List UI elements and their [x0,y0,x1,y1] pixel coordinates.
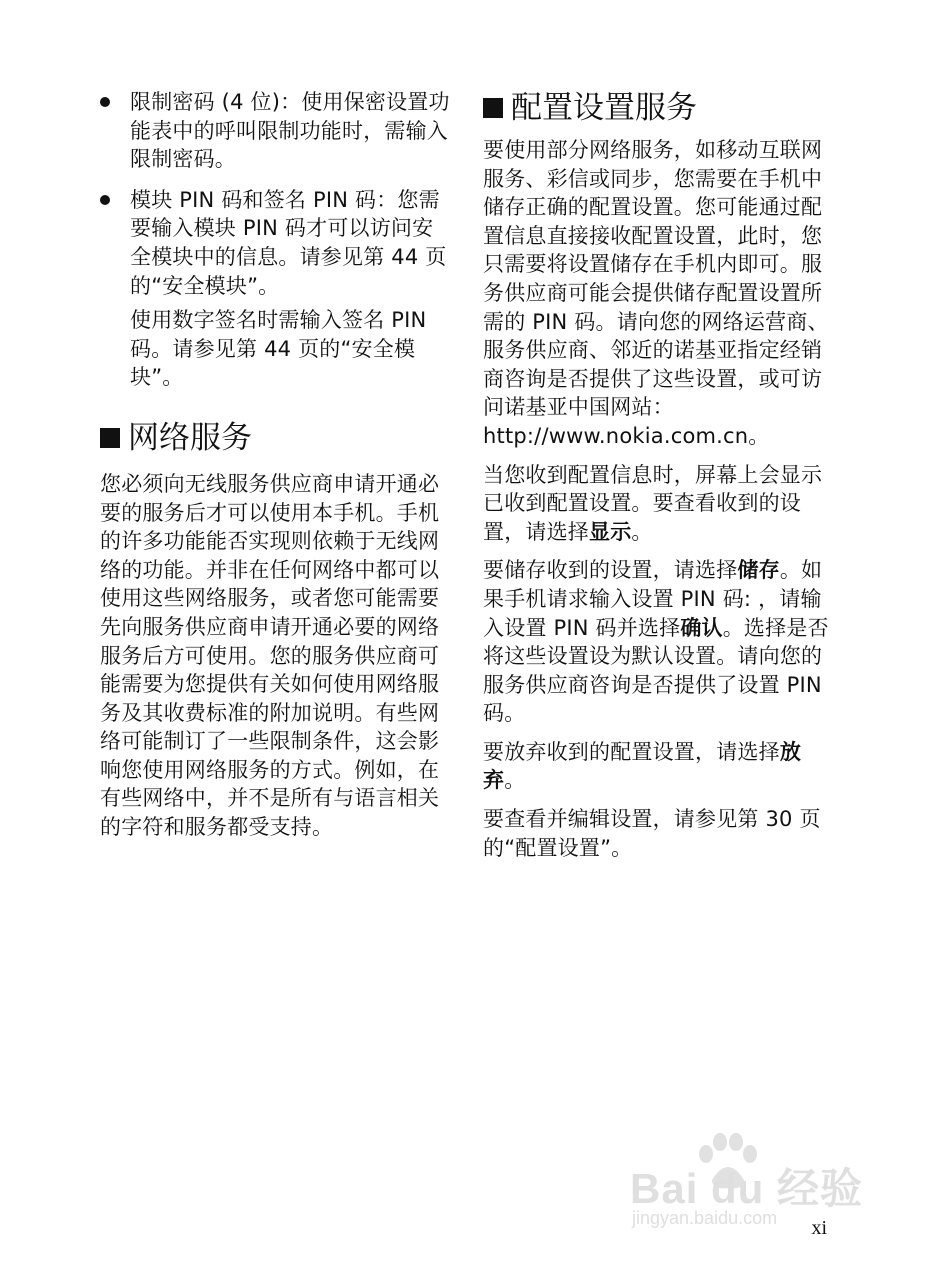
text-run: 。如果手机请求 [483,558,823,611]
section-body: 您必须向无线服务供应商申请开通必要的服务后才可以使用本手机。手机的许多功能能否实现则依赖于无线网络的功能。并非在任何网络中都可以使用这些网络服务，或者您可能需要先向服务供应商申请开通必要的网络服务后方可使用。您的服务供应商可能需要为您提供有关如何使用网络服务及其收费标准的附加说明。有些网络可能制订了一些限制条件，这会影响您使用网络服务的方式。例如，在有些网络中，并不是所有与语言相关的字符和服务都受支持。 [100,471,440,840]
bullet-text: 模块 PIN 码和签名 PIN 码：您需要输入模块 PIN 码才可以访问安全模块中的信息。请参见第 44 页的“安全模块”。 [130,187,447,298]
option-label: 放弃 [483,739,802,793]
right-column [483,88,833,872]
text-run: 。要查看收到的设置，请选择 [483,491,802,544]
text-run: 要放弃收到的配置设置，请选择 [483,739,780,764]
option-label: 显示 [589,519,632,544]
config-paragraph-4 [483,738,833,795]
watermark-url: jingyan.baidu.com [632,1208,778,1228]
watermark-brand: Bai du 经验 [630,1165,864,1212]
page-number: xi [811,1217,827,1239]
option-label: 确认 [680,615,723,640]
text-run: 当您收到配置信息时，屏幕上会显示 [483,462,823,487]
config-paragraph-5: 要查看并编辑设置，请参见第 30 页的“配置设置”。 [483,807,821,860]
option-label: 储存 [737,558,780,583]
bullet-subtext: 使用数字签名时需输入签名 PIN 码。请参见第 44 页的“安全模块”。 [130,308,427,390]
section-heading-config-services [483,88,833,128]
section-title: 配置设置服务 [511,90,697,126]
bullet-item-module-pin [100,186,450,392]
text-run: 。选择是否将这些设置设为默认设置。请向您的服务供应商咨询是否提供了设置 PIN 码。 [483,615,829,726]
screen-message: 已收到配置设置 [483,491,632,516]
bullet-item-restriction-password [100,88,450,174]
square-bullet-icon [483,98,503,118]
bullet-text: 限制密码 (4 位)：使用保密设置功能表中的呼叫限制功能时，需输入限制密码。 [130,90,450,172]
bullet-icon [100,195,110,205]
section-title: 网络服务 [128,419,252,456]
left-column [100,88,450,852]
text-run: ，请输入设置 PIN 码并选择 [483,586,822,640]
section-heading-network-services [100,418,450,458]
text-run: 。 [631,519,653,544]
text-run: 要储存收到的设置，请选择 [483,558,738,583]
square-bullet-icon [100,428,120,448]
config-paragraph-2 [483,461,833,547]
bullet-icon [100,97,110,107]
text-run: 。 [504,768,526,793]
config-paragraph-3 [483,556,833,728]
baidu-jingyan-watermark [630,1132,865,1232]
config-paragraph-1: 要使用部分网络服务，如移动互联网服务、彩信或同步，您需要在手机中储存正确的配置设置。您可能通过配置信息直接接收配置设置，此时，您只需要将设置储存在手机内即可。服务供应商可能会提供储存配置设置所需的 PIN 码。请向您的网络运营商、服务供应商、邻近的诺基亚指定经销商咨询是否提供了这些设置，或可访问诺基亚中国网站：http://www.nokia.com.cn。 [483,138,829,448]
screen-message: 输入设置 PIN 码: [589,586,752,611]
